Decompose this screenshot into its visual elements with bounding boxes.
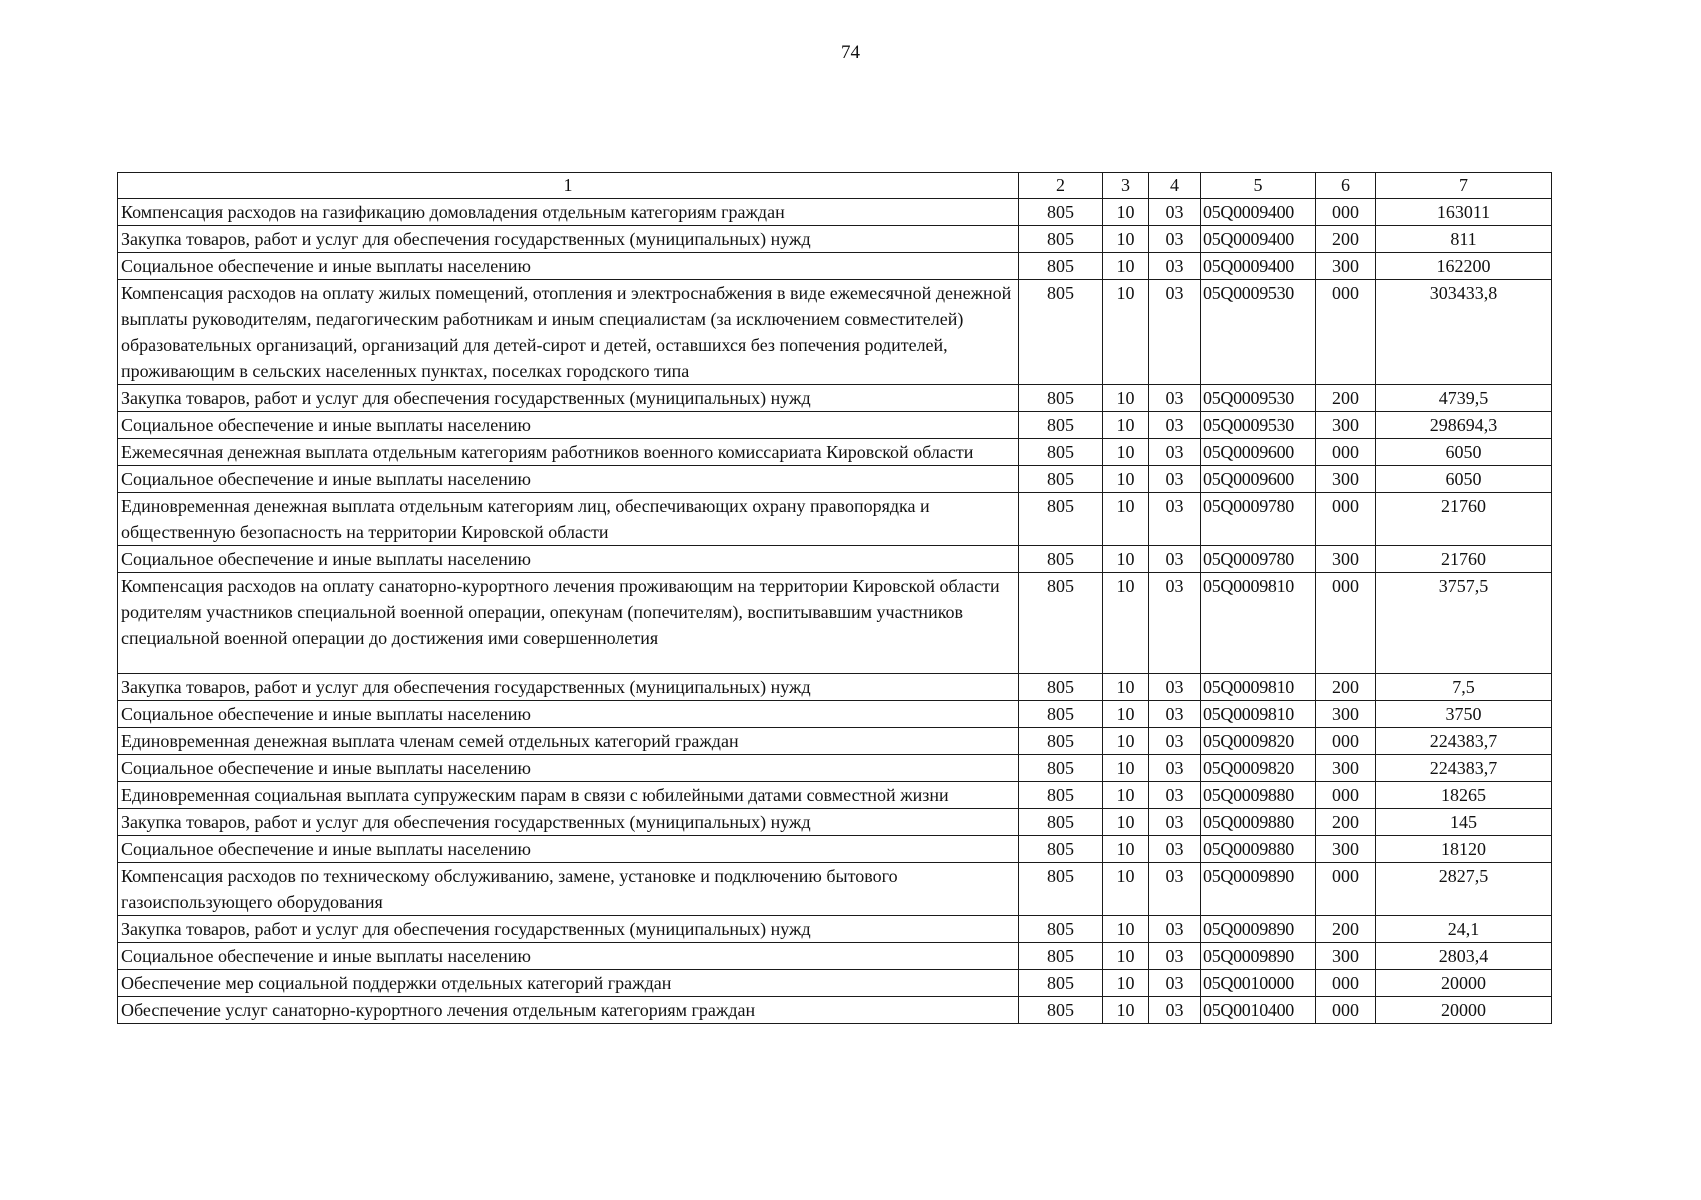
row-name-cell: Единовременная социальная выплата супружеским парам в связи с юбилейными датами совместной жизни [118,782,1019,809]
section-cell: 10 [1103,226,1149,253]
section-cell: 10 [1103,782,1149,809]
subsection-cell: 03 [1149,997,1201,1024]
expense-type-cell: 000 [1316,493,1376,546]
section-cell: 10 [1103,412,1149,439]
target-article-cell: 05Q0009780 [1201,546,1316,573]
gov-code-cell: 805 [1019,493,1103,546]
row-name-cell: Ежемесячная денежная выплата отдельным категориям работников военного комиссариата Кировской области [118,439,1019,466]
row-name-cell: Закупка товаров, работ и услуг для обеспечения государственных (муниципальных) нужд [118,226,1019,253]
target-article-cell: 05Q0009530 [1201,385,1316,412]
expense-type-cell: 200 [1316,809,1376,836]
table-row [118,385,1552,412]
table-row [118,809,1552,836]
amount-cell: 18120 [1376,836,1552,863]
gov-code-cell: 805 [1019,674,1103,701]
table-row [118,997,1552,1024]
target-article-cell: 05Q0009600 [1201,466,1316,493]
expense-type-cell: 300 [1316,701,1376,728]
amount-cell: 2803,4 [1376,943,1552,970]
expense-type-cell: 000 [1316,573,1376,674]
section-cell: 10 [1103,997,1149,1024]
gov-code-cell: 805 [1019,385,1103,412]
target-article-cell: 05Q0009820 [1201,755,1316,782]
amount-cell: 162200 [1376,253,1552,280]
column-header: 3 [1103,173,1149,199]
row-name-cell: Обеспечение услуг санаторно-курортного лечения отдельным категориям граждан [118,997,1019,1024]
amount-cell: 20000 [1376,970,1552,997]
section-cell: 10 [1103,546,1149,573]
section-cell: 10 [1103,970,1149,997]
section-cell: 10 [1103,863,1149,916]
subsection-cell: 03 [1149,782,1201,809]
target-article-cell: 05Q0009400 [1201,226,1316,253]
section-cell: 10 [1103,253,1149,280]
table-row [118,573,1552,674]
table-row [118,546,1552,573]
gov-code-cell: 805 [1019,809,1103,836]
section-cell: 10 [1103,385,1149,412]
expense-type-cell: 300 [1316,466,1376,493]
row-name-cell: Социальное обеспечение и иные выплаты населению [118,755,1019,782]
subsection-cell: 03 [1149,546,1201,573]
amount-cell: 6050 [1376,466,1552,493]
amount-cell: 24,1 [1376,916,1552,943]
gov-code-cell: 805 [1019,546,1103,573]
subsection-cell: 03 [1149,970,1201,997]
target-article-cell: 05Q0009810 [1201,573,1316,674]
amount-cell: 21760 [1376,546,1552,573]
subsection-cell: 03 [1149,916,1201,943]
page-number: 74 [841,42,860,63]
expense-type-cell: 000 [1316,199,1376,226]
section-cell: 10 [1103,674,1149,701]
table-row [118,755,1552,782]
expense-type-cell: 200 [1316,226,1376,253]
gov-code-cell: 805 [1019,755,1103,782]
section-cell: 10 [1103,916,1149,943]
target-article-cell: 05Q0009530 [1201,412,1316,439]
row-name-cell: Социальное обеспечение и иные выплаты населению [118,412,1019,439]
target-article-cell: 05Q0009890 [1201,863,1316,916]
amount-cell: 298694,3 [1376,412,1552,439]
target-article-cell: 05Q0009780 [1201,493,1316,546]
table-row [118,439,1552,466]
target-article-cell: 05Q0009880 [1201,782,1316,809]
amount-cell: 4739,5 [1376,385,1552,412]
amount-cell: 224383,7 [1376,755,1552,782]
amount-cell: 224383,7 [1376,728,1552,755]
subsection-cell: 03 [1149,280,1201,385]
expense-type-cell: 300 [1316,546,1376,573]
section-cell: 10 [1103,466,1149,493]
gov-code-cell: 805 [1019,280,1103,385]
expense-type-cell: 000 [1316,863,1376,916]
column-header: 7 [1376,173,1552,199]
expense-type-cell: 000 [1316,970,1376,997]
table-row [118,836,1552,863]
gov-code-cell: 805 [1019,997,1103,1024]
amount-cell: 145 [1376,809,1552,836]
section-cell: 10 [1103,943,1149,970]
target-article-cell: 05Q0009400 [1201,253,1316,280]
subsection-cell: 03 [1149,728,1201,755]
table-row [118,970,1552,997]
subsection-cell: 03 [1149,701,1201,728]
column-header: 2 [1019,173,1103,199]
amount-cell: 21760 [1376,493,1552,546]
amount-cell: 303433,8 [1376,280,1552,385]
subsection-cell: 03 [1149,674,1201,701]
budget-table [117,172,1552,1024]
table-header-row [118,173,1552,199]
target-article-cell: 05Q0010000 [1201,970,1316,997]
subsection-cell: 03 [1149,226,1201,253]
subsection-cell: 03 [1149,199,1201,226]
row-name-cell: Закупка товаров, работ и услуг для обеспечения государственных (муниципальных) нужд [118,385,1019,412]
table-row [118,943,1552,970]
table-row [118,674,1552,701]
gov-code-cell: 805 [1019,863,1103,916]
table-row [118,782,1552,809]
expense-type-cell: 200 [1316,674,1376,701]
gov-code-cell: 805 [1019,412,1103,439]
section-cell: 10 [1103,701,1149,728]
expense-type-cell: 300 [1316,412,1376,439]
section-cell: 10 [1103,199,1149,226]
table-row [118,701,1552,728]
row-name-cell: Единовременная денежная выплата членам семей отдельных категорий граждан [118,728,1019,755]
table-row [118,916,1552,943]
subsection-cell: 03 [1149,493,1201,546]
target-article-cell: 05Q0009810 [1201,701,1316,728]
subsection-cell: 03 [1149,809,1201,836]
gov-code-cell: 805 [1019,439,1103,466]
amount-cell: 20000 [1376,997,1552,1024]
expense-type-cell: 300 [1316,836,1376,863]
gov-code-cell: 805 [1019,782,1103,809]
section-cell: 10 [1103,836,1149,863]
expense-type-cell: 200 [1316,385,1376,412]
table-row [118,280,1552,385]
subsection-cell: 03 [1149,439,1201,466]
expense-type-cell: 000 [1316,997,1376,1024]
subsection-cell: 03 [1149,466,1201,493]
gov-code-cell: 805 [1019,916,1103,943]
gov-code-cell: 805 [1019,728,1103,755]
expense-type-cell: 300 [1316,943,1376,970]
amount-cell: 811 [1376,226,1552,253]
row-name-cell: Закупка товаров, работ и услуг для обеспечения государственных (муниципальных) нужд [118,809,1019,836]
gov-code-cell: 805 [1019,226,1103,253]
table-row [118,728,1552,755]
table-row [118,412,1552,439]
table-row [118,199,1552,226]
section-cell: 10 [1103,755,1149,782]
row-name-cell: Обеспечение мер социальной поддержки отдельных категорий граждан [118,970,1019,997]
subsection-cell: 03 [1149,412,1201,439]
column-header: 4 [1149,173,1201,199]
gov-code-cell: 805 [1019,970,1103,997]
target-article-cell: 05Q0009810 [1201,674,1316,701]
row-name-cell: Закупка товаров, работ и услуг для обеспечения государственных (муниципальных) нужд [118,674,1019,701]
target-article-cell: 05Q0009890 [1201,943,1316,970]
subsection-cell: 03 [1149,253,1201,280]
gov-code-cell: 805 [1019,199,1103,226]
table-row [118,253,1552,280]
column-header: 1 [118,173,1019,199]
gov-code-cell: 805 [1019,253,1103,280]
target-article-cell: 05Q0009530 [1201,280,1316,385]
gov-code-cell: 805 [1019,573,1103,674]
subsection-cell: 03 [1149,836,1201,863]
column-header: 6 [1316,173,1376,199]
amount-cell: 7,5 [1376,674,1552,701]
expense-type-cell: 000 [1316,280,1376,385]
gov-code-cell: 805 [1019,466,1103,493]
subsection-cell: 03 [1149,863,1201,916]
column-header: 5 [1201,173,1316,199]
gov-code-cell: 805 [1019,836,1103,863]
target-article-cell: 05Q0009600 [1201,439,1316,466]
expense-type-cell: 300 [1316,755,1376,782]
row-name-cell: Социальное обеспечение и иные выплаты населению [118,253,1019,280]
target-article-cell: 05Q0009880 [1201,836,1316,863]
amount-cell: 3750 [1376,701,1552,728]
row-name-cell: Компенсация расходов на оплату жилых помещений, отопления и электроснабжения в виде ежемесячной денежной выплаты руководителям, педагогическим работникам и иным специалистам (за исключением совместителей) образовательных организаций, организаций для детей-сирот и детей, оставшихся без попечения родителей, проживающим в сельских населенных пунктах, поселках городского типа [118,280,1019,385]
expense-type-cell: 000 [1316,728,1376,755]
target-article-cell: 05Q0009890 [1201,916,1316,943]
target-article-cell: 05Q0009820 [1201,728,1316,755]
table-row [118,226,1552,253]
amount-cell: 6050 [1376,439,1552,466]
amount-cell: 163011 [1376,199,1552,226]
row-name-cell: Социальное обеспечение и иные выплаты населению [118,836,1019,863]
row-name-cell: Социальное обеспечение и иные выплаты населению [118,466,1019,493]
subsection-cell: 03 [1149,943,1201,970]
gov-code-cell: 805 [1019,943,1103,970]
amount-cell: 3757,5 [1376,573,1552,674]
target-article-cell: 05Q0010400 [1201,997,1316,1024]
subsection-cell: 03 [1149,385,1201,412]
row-name-cell: Социальное обеспечение и иные выплаты населению [118,546,1019,573]
gov-code-cell: 805 [1019,701,1103,728]
row-name-cell: Социальное обеспечение и иные выплаты населению [118,943,1019,970]
section-cell: 10 [1103,280,1149,385]
row-name-cell: Единовременная денежная выплата отдельным категориям лиц, обеспечивающих охрану правопорядка и общественную безопасность на территории Кировской области [118,493,1019,546]
section-cell: 10 [1103,573,1149,674]
amount-cell: 2827,5 [1376,863,1552,916]
row-name-cell: Закупка товаров, работ и услуг для обеспечения государственных (муниципальных) нужд [118,916,1019,943]
row-name-cell: Компенсация расходов по техническому обслуживанию, замене, установке и подключению бытового газоиспользующего оборудования [118,863,1019,916]
target-article-cell: 05Q0009880 [1201,809,1316,836]
expense-type-cell: 200 [1316,916,1376,943]
table-body [118,199,1552,1024]
subsection-cell: 03 [1149,573,1201,674]
expense-type-cell: 000 [1316,439,1376,466]
subsection-cell: 03 [1149,755,1201,782]
expense-type-cell: 000 [1316,782,1376,809]
expense-type-cell: 300 [1316,253,1376,280]
section-cell: 10 [1103,728,1149,755]
amount-cell: 18265 [1376,782,1552,809]
section-cell: 10 [1103,439,1149,466]
section-cell: 10 [1103,809,1149,836]
target-article-cell: 05Q0009400 [1201,199,1316,226]
row-name-cell: Социальное обеспечение и иные выплаты населению [118,701,1019,728]
table-row [118,863,1552,916]
table-row [118,466,1552,493]
row-name-cell: Компенсация расходов на оплату санаторно-курортного лечения проживающим на территории Кировской области родителям участников специальной военной операции, опекунам (попечителям), воспитывавшим участников специальной военной операции до достижения ими совершеннолетия [118,573,1019,674]
table-row [118,493,1552,546]
row-name-cell: Компенсация расходов на газификацию домовладения отдельным категориям граждан [118,199,1019,226]
section-cell: 10 [1103,493,1149,546]
